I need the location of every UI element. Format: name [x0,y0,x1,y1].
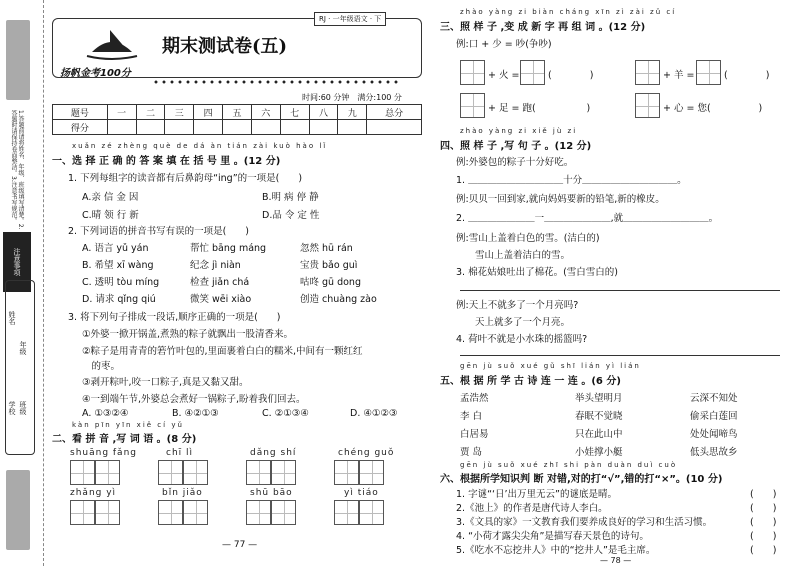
logo-text: 扬帆金考100分 [60,68,131,79]
char-box[interactable] [183,500,208,525]
write-grid-7[interactable] [246,500,296,525]
q3-option-c[interactable]: C. ②①③④ [262,408,309,419]
q3-item-1: ①外婆一掀开锅盖,煮熟的粽子就飘出一股清香来。 [82,329,294,340]
score-header-cell: 二 [136,105,165,120]
s5-poet[interactable]: 孟浩然 [460,393,489,404]
s5-line-b[interactable]: 处处闻啼鸟 [690,429,738,440]
s5-line-b[interactable]: 低头思故乡 [690,447,738,458]
write-grid-8[interactable] [334,500,384,525]
s3-op-2: + 羊 = [663,70,695,81]
write-grid-6[interactable] [158,500,208,525]
s4-line-6: 雪山上盖着洁白的雪。 [456,250,571,261]
write-grid-2[interactable] [158,460,208,485]
s5-line-a[interactable]: 只在此山中 [575,429,623,440]
q2-option-d1[interactable]: D. 请求 qǐng qiú [82,294,156,305]
s4-line-2[interactable]: 1. ＿＿＿＿＿＿＿＿＿＿十分＿＿＿＿＿＿＿＿＿＿。 [456,175,687,186]
s4-line-8: 例:天上不就多了一个月亮吗? [456,300,579,311]
q2-option-b3: 宝贵 bǎo guì [300,260,358,271]
score-header-cell: 一 [107,105,136,120]
s6-answer-3[interactable]: ( ) [750,517,777,528]
q2-option-a3: 忽然 hū rán [300,243,353,254]
q3-item-2b: 的枣。 [82,361,121,372]
char-box[interactable] [95,500,120,525]
s5-line-b[interactable]: 云深不知处 [690,393,738,404]
char-box[interactable] [70,460,95,485]
pinyin-word: chéng guǒ [338,448,395,458]
q2-option-a1[interactable]: A. 语言 yǔ yán [82,243,149,254]
write-grid-4[interactable] [334,460,384,485]
s4-line-1: 例:外婆包的粽子十分好吃。 [456,157,574,168]
char-box[interactable] [95,460,120,485]
s3-grid-2[interactable] [635,60,660,85]
char-box[interactable] [271,460,296,485]
char-box[interactable] [246,500,271,525]
char-box[interactable] [271,500,296,525]
pinyin-word: yì tiáo [344,488,379,498]
s6-pinyin: gēn jù suǒ xué zhī shi pàn duàn duì cuò [460,461,678,469]
char-box[interactable] [334,500,359,525]
s3-pinyin: zhào yàng zi biàn cháng xīn zì zài zǔ cí [460,8,677,16]
score-header-cell: 总分 [367,105,422,120]
s4-line-3: 例:贝贝一回到家,就向妈妈要新的铅笔,新的橡皮。 [456,194,665,205]
field-grade: 年级 [19,341,27,355]
pinyin-word: chī lì [166,448,194,458]
s6-answer-4[interactable]: ( ) [750,531,777,542]
s1-title: 一、选 择 正 确 的 答 案 填 在 括 号 里 。(12 分) [52,156,281,167]
s3-paren-3[interactable]: ) [558,103,591,114]
s5-title: 五、根 据 所 学 古 诗 连 一 连 。(6 分) [440,376,621,387]
score-input-cell[interactable] [251,120,280,135]
s6-item-1: 1. 字谜“‘日’出万里无云”的谜底是晴。 [456,489,617,500]
field-school: 学校 [8,401,16,415]
score-input-cell[interactable] [223,120,252,135]
q2-text: 2. 下列词语的拼音书写有误的一项是( ) [68,226,249,237]
score-input-cell[interactable] [280,120,309,135]
s4-pinyin: zhào yàng zi xiě jù zi [460,127,578,135]
q2-option-a2: 帮忙 bāng máng [190,243,267,254]
sailboat-logo-icon [82,22,142,62]
s3-answer-grid-2[interactable] [696,60,721,85]
char-box[interactable] [359,500,384,525]
q3-option-a[interactable]: A. ①③②④ [82,408,129,419]
left-page [52,0,422,566]
s6-item-2: 2.《池上》的作者是唐代诗人李白。 [456,503,608,514]
s3-grid-1[interactable] [460,60,485,85]
write-grid-1[interactable] [70,460,120,485]
q3-text: 3. 将下列句子排成一段话,顺序正确的一项是( ) [68,312,281,323]
s5-poet[interactable]: 白居易 [460,429,489,440]
page-title: 期末测试卷(五) [162,36,288,57]
pinyin-word: dǎng shí [250,448,297,458]
char-box[interactable] [696,60,721,85]
s6-item-5: 5.《吃水不忘挖井人》中的“挖井人”是毛主席。 [456,545,656,556]
s4-line-7: 3. 棉花姑娘吐出了棉花。(雪白雪白的) [456,267,618,278]
score-header-cell: 七 [280,105,309,120]
s3-grid-3[interactable] [460,93,485,118]
s2-title: 二、看 拼 音 ,写 词 语 。(8 分) [52,434,197,445]
s5-line-a[interactable]: 举头望明月 [575,393,623,404]
field-class: 班级 [19,401,27,415]
pinyin-word: shuāng fǎng [70,448,137,458]
q2-option-c3: 咕咚 gū dong [300,277,361,288]
q2-option-c2: 检查 jiǎn chá [190,277,250,288]
q3-item-2: ②粽子是用青青的箬竹叶包的,里面裹着白白的糯米,中间有一颗红红 [82,346,363,357]
char-box[interactable] [520,60,545,85]
s4-answer-line-4[interactable] [460,355,780,356]
char-box[interactable] [635,93,660,118]
student-info-box [5,280,35,455]
q2-option-d2: 微笑 wēi xiào [190,294,252,305]
q1-option-a[interactable]: A.亲 信 金 因 [82,192,139,203]
s6-answer-2[interactable]: ( ) [750,503,777,514]
q3-option-b[interactable]: B. ④②①③ [172,408,219,419]
score-input-cell[interactable] [338,120,367,135]
q2-option-b2: 纪念 jì niàn [190,260,241,271]
char-box[interactable] [460,60,485,85]
score-row-label: 得分 [53,120,108,135]
q3-option-d[interactable]: D. ④①②③ [350,408,398,419]
score-input-cell[interactable] [309,120,338,135]
char-box[interactable] [246,460,271,485]
binding-sidebar [0,0,44,566]
q1-option-d[interactable]: D.品 令 定 性 [262,210,320,221]
q2-option-b1[interactable]: B. 希望 xī wàng [82,260,154,271]
s6-item-4: 4. “小荷才露尖尖角”是描写春天景色的诗句。 [456,531,649,542]
score-input-cell[interactable] [194,120,223,135]
char-box[interactable] [359,460,384,485]
char-box[interactable] [70,500,95,525]
sidebar-notice: 1.答题前请将姓名、年级、班级填写清楚。2.答题时请保持卷面整洁。3.注意书写规范。 [10,110,24,230]
grade-tag: RJ · 一年级语文 · 下 [314,12,386,26]
page-number-left: — 77 — [222,540,258,550]
q3-item-3: ③剥开粽叶,咬一口粽子,真是又黏又甜。 [82,377,249,388]
score-input-cell[interactable] [165,120,194,135]
s5-line-a[interactable]: 春眠不觉晓 [575,411,623,422]
score-input-cell[interactable] [367,120,422,135]
score-header-cell: 八 [309,105,338,120]
q3-item-4: ④一到端午节,外婆总会煮好一锅粽子,盼着我们回去。 [82,394,306,405]
s4-line-10: 4. 荷叶不就是小水珠的摇篮吗? [456,334,588,345]
s5-line-b[interactable]: 偷采白莲回 [690,411,738,422]
s2-pinyin: kàn pīn yīn xiě cí yǔ [72,421,184,429]
pinyin-word: shū bāo [250,488,293,498]
s6-answer-1[interactable]: ( ) [750,489,777,500]
char-box[interactable] [158,500,183,525]
s1-pinyin: xuǎn zé zhèng què de dá àn tián zài kuò hào lǐ [72,142,328,150]
sidebar-decor-bottom [6,470,30,550]
field-name: 姓名 [8,311,16,325]
score-table [52,104,422,135]
s5-pinyin: gēn jù suǒ xué gǔ shī lián yì lián [460,362,641,370]
score-header-row [53,105,422,120]
write-grid-3[interactable] [246,460,296,485]
q2-option-c1[interactable]: C. 透明 tòu míng [82,277,160,288]
s6-item-3: 3.《文具的家》一文教育我们要养成良好的学习和生活习惯。 [456,517,713,528]
write-grid-5[interactable] [70,500,120,525]
s6-answer-5[interactable]: ( ) [750,545,777,556]
char-box[interactable] [158,460,183,485]
s3-op-3: + 足 = 跑( [488,103,536,114]
score-header-cell: 三 [165,105,194,120]
exam-meta: 时间:60 分钟 满分:100 分 [302,93,402,102]
q2-option-d3: 创造 chuàng zào [300,294,377,305]
s5-line-a[interactable]: 小娃撑小艇 [575,447,623,458]
s3-op-4: + 心 = 您( [663,103,711,114]
s3-title: 三、照 样 子 ,变 成 新 字 再 组 词 。(12 分) [440,22,646,33]
s3-paren-1[interactable]: ( ) [548,70,594,81]
s3-grid-4[interactable] [635,93,660,118]
score-header-cell: 题号 [53,105,108,120]
q1-option-c[interactable]: C.晴 领 行 新 [82,210,139,221]
s5-poet[interactable]: 贾 岛 [460,447,483,458]
score-header-cell: 五 [223,105,252,120]
dot-divider [152,80,402,84]
s3-paren-4[interactable]: ) [730,103,763,114]
s4-title: 四、照 样 子 ,写 句 子 。(12 分) [440,141,592,152]
right-page [440,0,795,566]
score-value-row [53,120,422,135]
s4-answer-line-3[interactable] [460,290,780,291]
s5-poet[interactable]: 李 白 [460,411,483,422]
sidebar-badge: 注意事项 [3,232,31,292]
s3-answer-grid-1[interactable] [520,60,545,85]
char-box[interactable] [183,460,208,485]
char-box[interactable] [635,60,660,85]
score-input-cell[interactable] [107,120,136,135]
s4-line-5: 例:雪山上盖着白色的雪。(洁白的) [456,233,600,244]
s3-paren-2[interactable]: ( ) [724,70,770,81]
pinyin-word: zhǎng yì [70,488,117,498]
s4-line-9: 天上就多了一个月亮。 [456,317,571,328]
page-number-right: — 78 — [600,556,632,565]
s3-op-1: + 火 = [488,70,520,81]
pinyin-word: bǐn jiǎo [162,488,203,498]
score-header-cell: 六 [251,105,280,120]
score-input-cell[interactable] [136,120,165,135]
score-header-cell: 四 [194,105,223,120]
char-box[interactable] [334,460,359,485]
q1-text: 1. 下列每组字的读音都有后鼻韵母“ing”的一项是( ) [68,173,303,184]
sidebar-decor-top [6,20,30,100]
s3-example: 例:口 + 少 = 吵(争吵) [456,39,552,50]
s4-line-4[interactable]: 2. ＿＿＿＿＿＿＿一＿＿＿＿＿＿＿,就＿＿＿＿＿＿＿＿＿。 [456,213,719,224]
score-header-cell: 九 [338,105,367,120]
char-box[interactable] [460,93,485,118]
q1-option-b[interactable]: B.明 病 停 静 [262,192,319,203]
s6-title: 六、根据所学知识判 断 对错,对的打“√”,错的打“×”。(10 分) [440,474,723,485]
